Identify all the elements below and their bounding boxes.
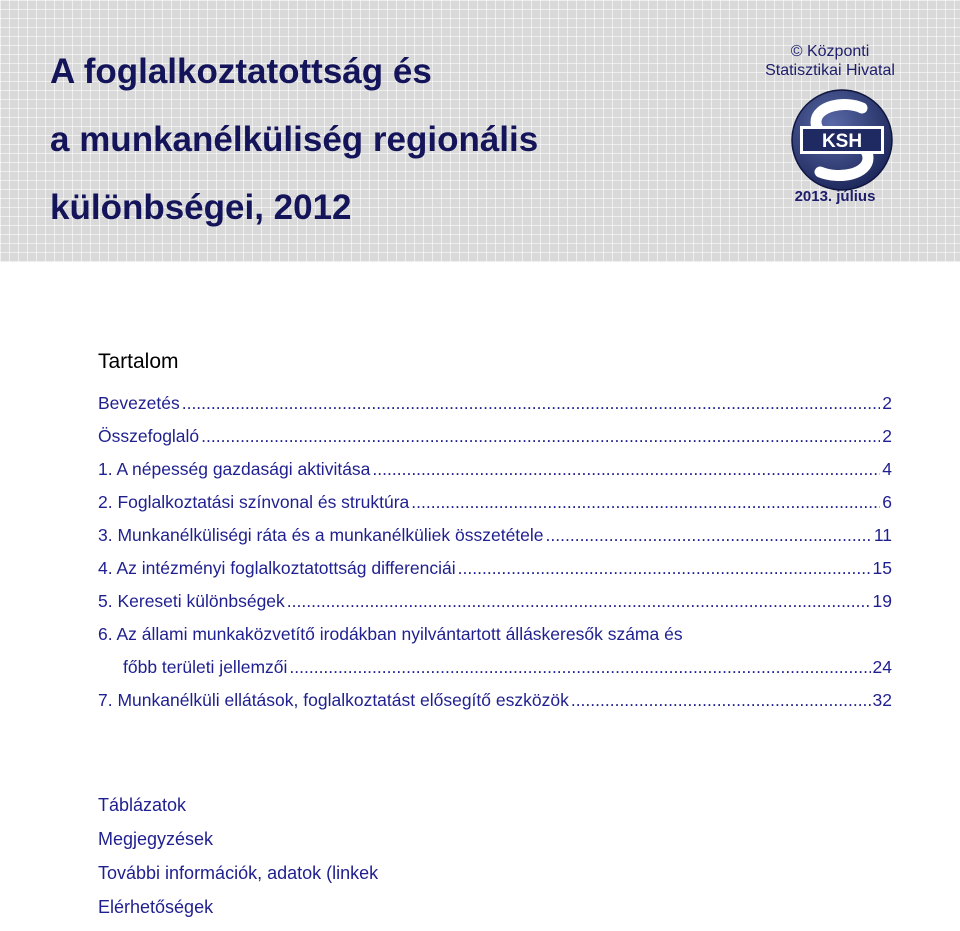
toc-entry-page: 32 <box>872 690 892 710</box>
publisher-line-1: © Központi <box>790 43 870 60</box>
toc-entry-label: 5. Kereseti különbségek <box>98 591 285 611</box>
toc-leader-dots <box>289 657 870 678</box>
toc-entry-page: 24 <box>872 657 892 677</box>
header-banner <box>0 0 960 262</box>
title-line-2: a munkanélküliség regionális <box>50 120 539 159</box>
publisher-line-2: Statisztikai Hivatal <box>765 62 895 79</box>
toc-entry-label: 7. Munkanélküli ellátások, foglalkoztatást elősegítő eszközök <box>98 690 569 710</box>
title-line-3: különbségei, 2012 <box>50 188 352 227</box>
toc-entry-label: Bevezetés <box>98 393 180 413</box>
link-megjegyzesek[interactable]: Megjegyzések <box>98 829 214 849</box>
toc-entry-label-line-1: 6. Az állami munkaközvetítő irodákban nyilvántartott álláskeresők száma és <box>98 624 683 644</box>
toc-leader-dots <box>287 591 871 612</box>
toc-leader-dots <box>546 525 872 546</box>
publication-date: 2013. július <box>794 188 876 205</box>
link-elerhetosegek[interactable]: Elérhetőségek <box>98 897 214 917</box>
toc-entry-page: 2 <box>882 393 892 413</box>
toc-entry-page: 11 <box>873 525 892 545</box>
toc-entry-label: Összefoglaló <box>98 426 200 446</box>
link-tablazatok[interactable]: Táblázatok <box>98 795 187 815</box>
logo-text: KSH <box>821 131 863 152</box>
toc-leader-dots <box>201 426 880 447</box>
toc-entry-page: 15 <box>872 558 892 578</box>
bottom-links <box>98 795 378 931</box>
toc-entry-1[interactable] <box>98 459 892 492</box>
toc-heading: Tartalom <box>98 350 179 373</box>
toc-entry-page: 19 <box>872 591 892 611</box>
toc-leader-dots <box>411 492 880 513</box>
toc-entry-label: 1. A népesség gazdasági aktivitása <box>98 459 371 479</box>
toc-entry-label: 2. Foglalkoztatási színvonal és struktúra <box>98 492 410 512</box>
toc-entry-4[interactable] <box>98 558 892 591</box>
title-line-1: A foglalkoztatottság és <box>50 52 432 91</box>
toc-entry-5[interactable] <box>98 591 892 624</box>
toc-leader-dots <box>458 558 871 579</box>
toc-entry-page: 2 <box>882 426 892 446</box>
table-of-contents <box>98 393 892 723</box>
toc-leader-dots <box>182 393 881 414</box>
toc-leader-dots <box>372 459 880 480</box>
toc-entry-page: 6 <box>882 492 892 512</box>
toc-entry-6[interactable] <box>98 624 892 690</box>
toc-entry-2[interactable] <box>98 492 892 525</box>
toc-entry-label: 4. Az intézményi foglalkoztatottság differenciái <box>98 558 456 578</box>
toc-entry-3[interactable] <box>98 525 892 558</box>
link-tovabbi-informaciok[interactable]: További információk, adatok (linkek <box>98 863 379 883</box>
publisher-name <box>755 42 905 80</box>
toc-entry-7[interactable] <box>98 690 892 723</box>
ksh-logo-icon <box>790 88 894 192</box>
toc-entry-osszefoglalo[interactable] <box>98 426 892 459</box>
toc-entry-bevezetes[interactable] <box>98 393 892 426</box>
toc-entry-label-line-2: főbb területi jellemzői <box>123 657 288 677</box>
toc-entry-page: 4 <box>882 459 892 479</box>
toc-leader-dots <box>571 690 871 711</box>
toc-entry-label: 3. Munkanélküliségi ráta és a munkanélküliek összetétele <box>98 525 544 545</box>
